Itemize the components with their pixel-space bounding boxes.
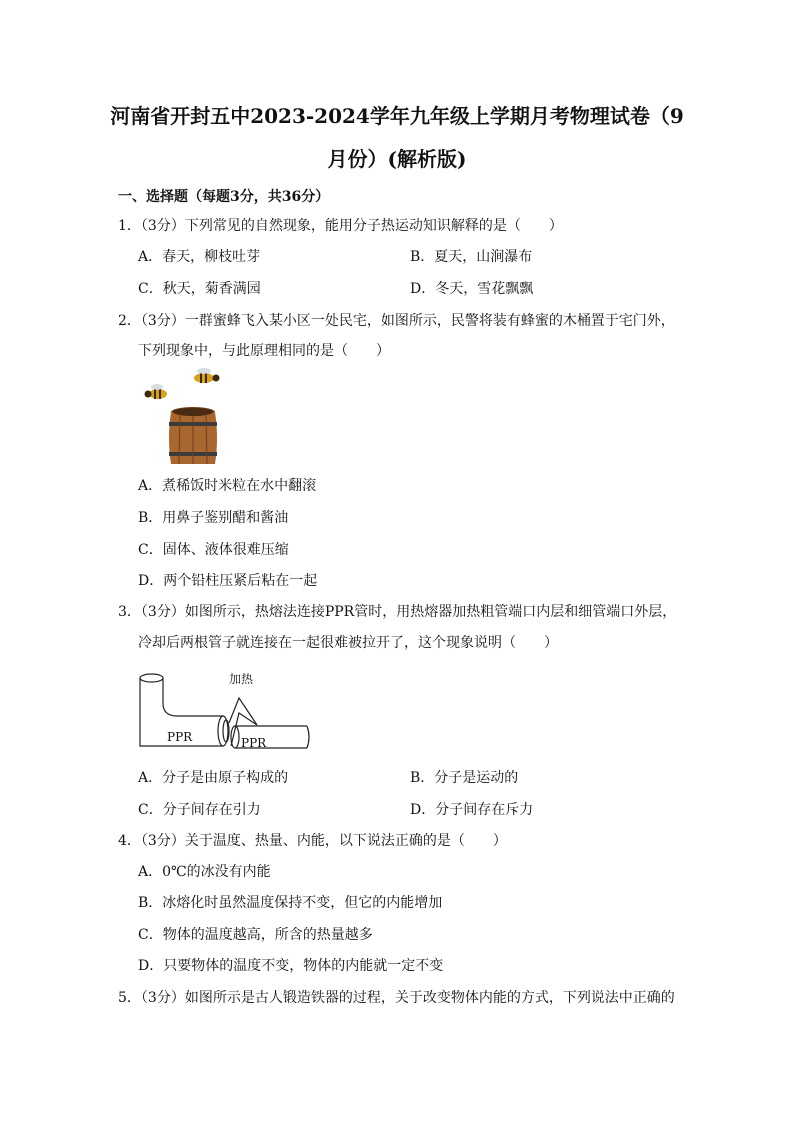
question-2-option-c: C．固体、液体很难压缩 <box>138 542 289 558</box>
question-3-option-b: B．分子是运动的 <box>410 770 519 786</box>
question-2-stem-line1: 2．（3分）一群蜜蜂飞入某小区一处民宅，如图所示，民警将装有蜂蜜的木桶置于宅门外， <box>118 313 675 329</box>
question-4-option-d: D．只要物体的温度不变，物体的内能就一定不变 <box>138 958 444 974</box>
bees-barrel-figure <box>138 368 233 468</box>
question-4-stem: 4．（3分）关于温度、热量、内能，以下说法正确的是（ ） <box>118 833 507 849</box>
question-3-option-c: C．分子间存在引力 <box>138 802 261 818</box>
figure-label-heat: 加热 <box>229 672 254 686</box>
question-4-option-a: A．0℃的冰没有内能 <box>138 864 271 880</box>
exam-title-line1: 河南省开封五中2023-2024学年九年级上学期月考物理试卷（9 <box>110 104 684 128</box>
bee-icon <box>145 384 168 399</box>
question-2-option-b: B．用鼻子鉴别醋和酱油 <box>138 510 289 526</box>
question-1-option-d: D．冬天，雪花飘飘 <box>410 281 534 297</box>
question-2-option-a: A．煮稀饭时米粒在水中翻滚 <box>138 478 317 494</box>
question-2-stem-line2: 下列现象中，与此原理相同的是（ ） <box>138 343 390 359</box>
question-3-option-d: D．分子间存在斥力 <box>410 802 534 818</box>
figure-label-ppr-thick: PPR <box>167 730 193 744</box>
exam-title-line2: 月份）(解析版) <box>327 147 467 171</box>
question-5-stem: 5．（3分）如图所示是古人锻造铁器的过程，关于改变物体内能的方式，下列说法中正确的 <box>118 990 675 1006</box>
question-1-option-b: B．夏天，山涧瀑布 <box>410 249 533 265</box>
figure-label-ppr-thin: PPR <box>241 736 267 750</box>
question-3-option-a: A．分子是由原子构成的 <box>138 770 289 786</box>
question-3-stem-line2: 冷却后两根管子就连接在一起很难被拉开了，这个现象说明（ ） <box>138 635 558 651</box>
question-1-stem: 1．（3分）下列常见的自然现象，能用分子热运动知识解释的是（ ） <box>118 218 563 234</box>
question-1-option-c: C．秋天，菊香满园 <box>138 281 261 297</box>
question-4-option-c: C．物体的温度越高，所含的热量越多 <box>138 927 373 943</box>
question-2-option-d: D．两个铅柱压紧后粘在一起 <box>138 573 318 589</box>
barrel-icon <box>169 407 217 464</box>
ppr-pipe-figure <box>135 668 315 756</box>
question-3-stem-line1: 3．（3分）如图所示，热熔法连接PPR管时，用热熔器加热粗管端口内层和细管端口外层， <box>118 604 677 620</box>
section-heading: 一、选择题（每题3分，共36分） <box>118 189 330 205</box>
bee-icon <box>194 368 220 383</box>
question-1-option-a: A．春天，柳枝吐芽 <box>138 249 261 265</box>
question-4-option-b: B．冰熔化时虽然温度保持不变，但它的内能增加 <box>138 895 443 911</box>
